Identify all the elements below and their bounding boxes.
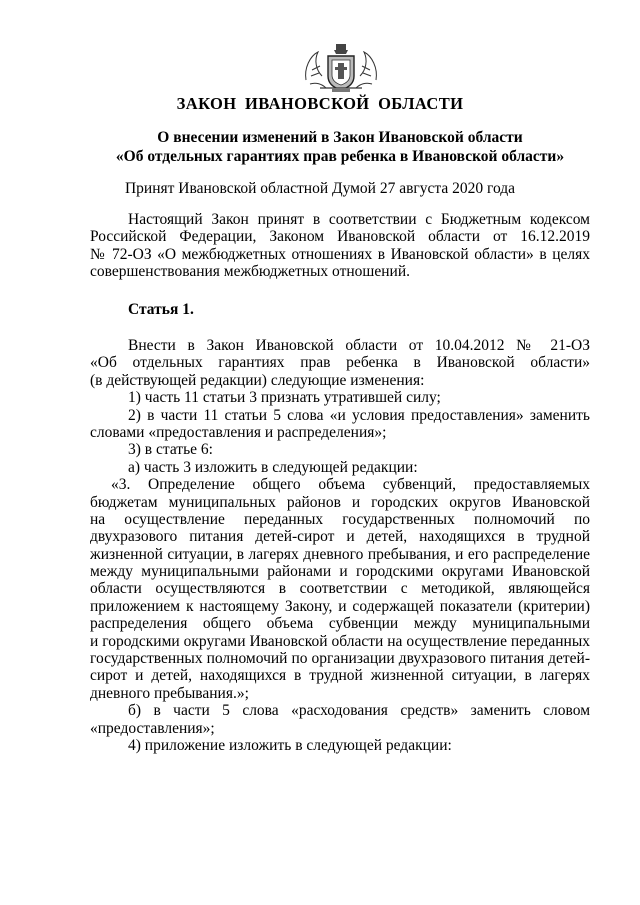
- article-line: области осуществляются в соответствии с методикой, являющейся: [90, 580, 590, 598]
- article-line: а) часть 3 изложить в следующей редакции:: [128, 458, 418, 476]
- article-heading: Статья 1.: [128, 301, 194, 318]
- preamble-line: совершенствования межбюджетных отношений.: [90, 263, 410, 281]
- article-line: сирот и детей, находящихся в трудной жизненной ситуации, в лагерях: [90, 667, 590, 685]
- article-line: дневного пребывания.»;: [90, 684, 249, 702]
- article-line: распределения общего объема субвенции между муниципальными: [90, 615, 590, 633]
- subtitle-line: «Об отдельных гарантиях прав ребенка в Ивановской области»: [115, 148, 565, 165]
- article-line: жизненной ситуации, в лагерях дневного пребывания, и его распределение: [90, 545, 590, 563]
- article-line: государственных полномочий по организации двухразового питания детей-: [90, 650, 590, 668]
- coat-of-arms-emblem: [302, 40, 380, 94]
- article-line: двухразового питания детей-сирот и детей, находящихся в трудной: [90, 528, 590, 546]
- article-line: бюджетам муниципальных районов и городских округов Ивановской: [90, 493, 590, 511]
- article-line: Внести в Закон Ивановской области от 10.04.2012 № 21-ОЗ: [128, 337, 590, 354]
- article-line: 2) в части 11 статьи 5 слова «и условия предоставления» заменить: [128, 406, 590, 424]
- article-line: б) в части 5 слова «расходования средств» заменить словом: [128, 702, 590, 720]
- article-line: между муниципальными районами и городскими округами Ивановской: [90, 563, 590, 581]
- preamble-line: Российской Федерации, Законом Ивановской области от 16.12.2019: [90, 228, 590, 246]
- article-line: 3) в статье 6:: [128, 441, 213, 459]
- preamble-line: Настоящий Закон принят в соответствии с Бюджетным кодексом: [128, 211, 590, 228]
- article-line: и городскими округами Ивановской области на осуществление переданных: [90, 632, 590, 650]
- article-line: на осуществление переданных государственных полномочий по: [90, 510, 590, 528]
- law-title: ЗАКОН ИВАНОВСКОЙ ОБЛАСТИ: [176, 94, 464, 113]
- preamble: [90, 211, 590, 281]
- article-line: (в действующей редакции) следующие изменения:: [90, 371, 425, 389]
- article-line: «3. Определение общего объема субвенций, предоставляемых: [111, 476, 590, 494]
- article-body: [90, 337, 590, 754]
- article-line: «предоставления»;: [90, 719, 215, 737]
- article-line: приложением к настоящему Закону, и содержащей показатели (критерии): [90, 597, 590, 615]
- adoption-line: Принят Ивановской областной Думой 27 августа 2020 года: [124, 180, 516, 197]
- article-line: «Об отдельных гарантиях прав ребенка в Ивановской области»: [90, 354, 590, 372]
- preamble-line: № 72-ОЗ «О межбюджетных отношениях в Ивановской области» в целях: [90, 245, 590, 263]
- article-line: словами «предоставления и распределения»;: [90, 423, 387, 441]
- article-line: 1) часть 11 статьи 3 признать утратившей силу;: [128, 389, 441, 407]
- article-line: 4) приложение изложить в следующей редакции:: [128, 736, 452, 754]
- subtitle-line: О внесении изменений в Закон Ивановской области: [157, 129, 523, 146]
- law-subtitle: [60, 128, 620, 166]
